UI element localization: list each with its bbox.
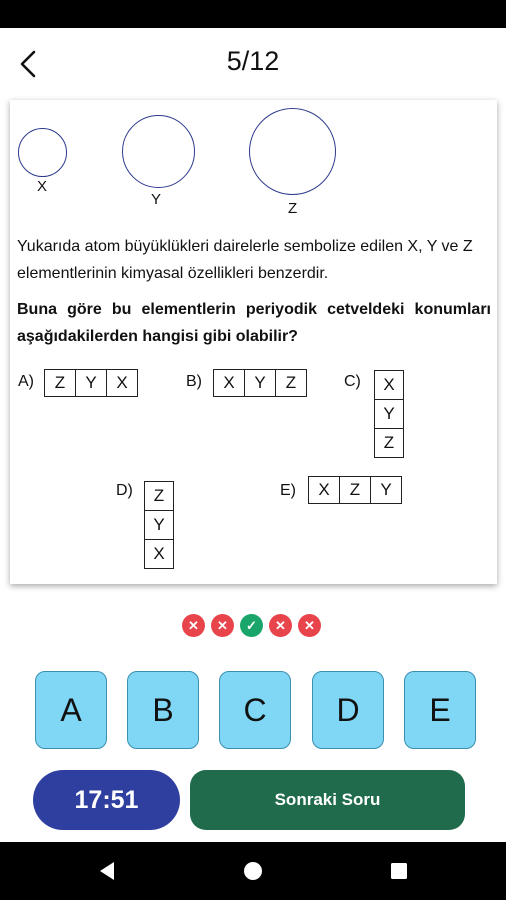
nav-recents-icon[interactable]	[386, 842, 412, 900]
nav-home-icon[interactable]	[240, 842, 266, 900]
table-cell: Y	[380, 480, 392, 499]
next-question-button[interactable]: Sonraki Soru	[190, 770, 465, 830]
table-cell: X	[214, 370, 245, 396]
option-e-table	[308, 476, 402, 504]
option-a-label: A)	[18, 373, 34, 390]
wrong-icon: ✕	[182, 614, 205, 637]
atom-circle-z	[249, 108, 336, 195]
circle-label-y: Y	[151, 191, 162, 208]
table-cell: Y	[145, 511, 173, 540]
option-e-label: E)	[280, 482, 296, 499]
circle-label-x: X	[37, 178, 48, 195]
check-icon: ✓	[240, 614, 263, 637]
question-card	[10, 100, 497, 584]
option-a-table	[44, 369, 138, 397]
table-cell: Y	[245, 370, 276, 396]
circle-label-z: Z	[288, 200, 298, 217]
table-cell: Y	[375, 400, 403, 429]
option-d-label: D)	[116, 482, 133, 499]
wrong-icon: ✕	[211, 614, 234, 637]
table-cell: X	[116, 373, 128, 392]
question-prompt: Buna göre bu elementlerin periyodik cetveldeki konumları aşağıdakilerden hangisi gibi olabilir?	[17, 301, 491, 345]
table-cell: X	[309, 477, 340, 503]
status-bar	[0, 0, 506, 28]
header	[0, 28, 506, 98]
table-cell: Z	[340, 477, 371, 503]
wrong-icon: ✕	[269, 614, 292, 637]
option-b-table	[213, 369, 307, 397]
atom-circle-x	[18, 128, 67, 177]
system-nav-bar	[0, 842, 506, 900]
table-cell: Z	[383, 433, 395, 452]
table-cell: X	[153, 544, 165, 563]
atom-circle-y	[122, 115, 195, 188]
answer-progress	[182, 614, 321, 637]
question-counter: 5/12	[226, 46, 280, 76]
option-b-label: B)	[186, 373, 202, 390]
question-paragraph: Yukarıda atom büyüklükleri dairelerle sembolize edilen X, Y ve Z elementlerinin kimyasal özellikleri benzerdir.	[17, 238, 473, 282]
answer-e-button[interactable]: E	[404, 671, 476, 749]
answer-c-button[interactable]: C	[219, 671, 291, 749]
table-cell: X	[375, 371, 403, 400]
option-c-label: C)	[344, 373, 361, 390]
table-cell: Z	[145, 482, 173, 511]
wrong-icon: ✕	[298, 614, 321, 637]
countdown-timer: 17:51	[33, 770, 180, 830]
option-d-table	[144, 481, 174, 569]
option-c-table	[374, 370, 404, 458]
table-cell: Z	[285, 373, 297, 392]
nav-back-icon[interactable]	[92, 842, 122, 900]
answer-b-button[interactable]: B	[127, 671, 199, 749]
table-cell: Z	[45, 370, 76, 396]
table-cell: Y	[76, 370, 107, 396]
answer-d-button[interactable]: D	[312, 671, 384, 749]
answer-a-button[interactable]: A	[35, 671, 107, 749]
